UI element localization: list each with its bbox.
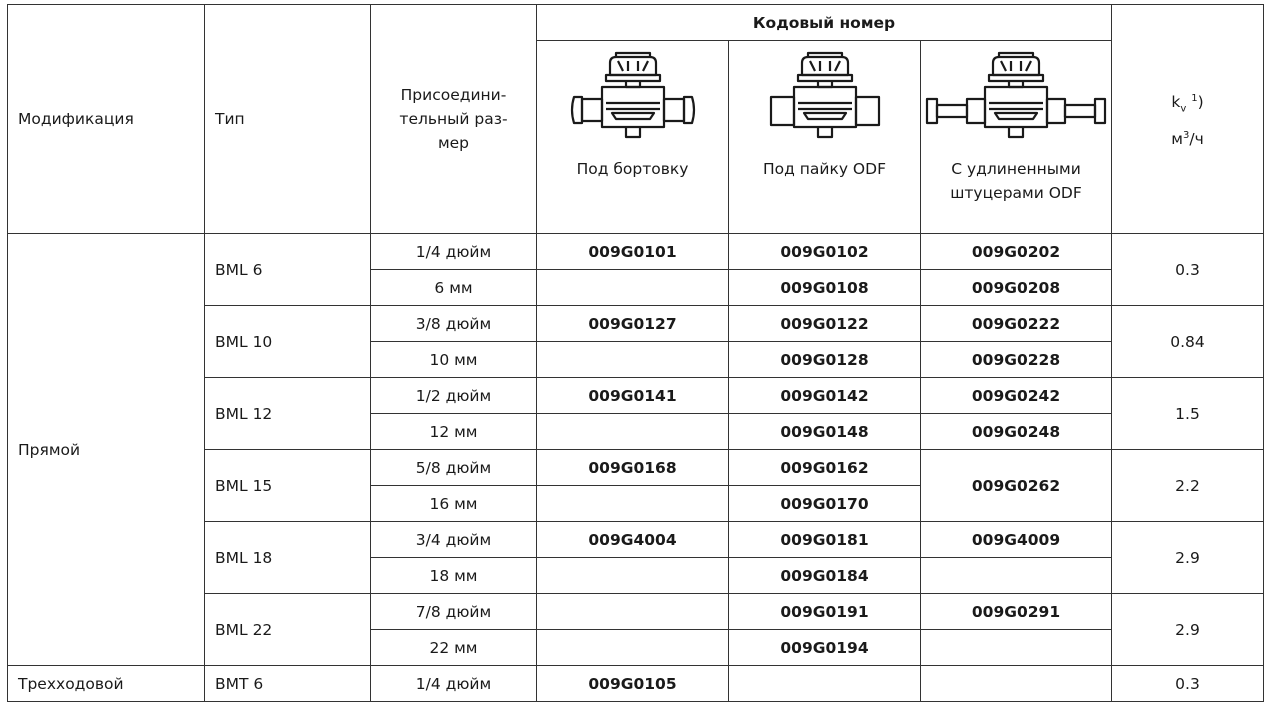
type-cell: BML 22 [205,594,371,666]
kv-cell: 0.84 [1112,306,1264,378]
code-extended: 009G0291 [921,594,1112,630]
header-variant-extended [921,41,1112,234]
code-solder: 009G0142 [729,378,921,414]
type-cell: BML 15 [205,450,371,522]
variant-label-flare: Под бортовку [576,160,689,178]
code-flare: 009G0101 [537,234,729,270]
modification-direct: Прямой [8,234,205,666]
size-cell: 12 мм [371,414,537,450]
size-cell: 3/8 дюйм [371,306,537,342]
size-cell: 1/2 дюйм [371,378,537,414]
kv-symbol: k [1171,93,1181,112]
code-solder: 009G0108 [729,270,921,306]
kv-cell: 1.5 [1112,378,1264,450]
code-solder: 009G0162 [729,450,921,486]
code-solder: 009G0181 [729,522,921,558]
modification-three-way: Трехходовой [8,666,205,702]
size-cell: 6 мм [371,270,537,306]
solder-valve-icon [765,51,885,143]
code-solder: 009G0102 [729,234,921,270]
code-solder: 009G0194 [729,630,921,666]
flare-valve-icon [568,51,698,143]
kv-cell: 2.9 [1112,594,1264,666]
header-type: Тип [205,5,371,234]
code-flare [537,270,729,306]
code-flare: 009G0168 [537,450,729,486]
size-cell: 5/8 дюйм [371,450,537,486]
header-modification: Модификация [8,5,205,234]
size-cell: 16 мм [371,486,537,522]
size-cell: 18 мм [371,558,537,594]
valve-code-table [7,4,1264,702]
kv-footnote: 1 [1191,93,1198,105]
code-extended: 009G0222 [921,306,1112,342]
header-variant-flare [537,41,729,234]
code-flare [537,594,729,630]
kv-cell: 0.3 [1112,666,1264,702]
kv-cell: 0.3 [1112,234,1264,306]
kv-cell: 2.2 [1112,450,1264,522]
code-solder [729,666,921,702]
code-extended: 009G0228 [921,342,1112,378]
code-flare: 009G0105 [537,666,729,702]
code-flare [537,486,729,522]
code-flare [537,558,729,594]
kv-unit-rest: /ч [1189,129,1204,148]
type-cell: BML 12 [205,378,371,450]
variant-label-extended: С удлиненными штуцерами ODF [950,160,1082,202]
type-cell: BML 18 [205,522,371,594]
code-solder: 009G0191 [729,594,921,630]
code-extended: 009G4009 [921,522,1112,558]
product-table-wrapper [7,4,1264,702]
variant-label-solder: Под пайку ODF [762,160,886,178]
kv-unit: м [1171,129,1183,148]
kv-unit-sup: 3 [1182,129,1190,141]
code-extended: 009G0208 [921,270,1112,306]
extended-solder-valve-icon [923,51,1109,143]
type-cell: BML 10 [205,306,371,378]
size-cell: 22 мм [371,630,537,666]
size-cell: 1/4 дюйм [371,666,537,702]
code-extended [921,558,1112,594]
header-variant-solder [729,41,921,234]
code-flare: 009G4004 [537,522,729,558]
header-code-number: Кодовый номер [537,5,1112,41]
type-cell: BML 6 [205,234,371,306]
kv-cell: 2.9 [1112,522,1264,594]
header-connection-size: Присоедини- тельный раз- мер [371,5,537,234]
code-solder: 009G0184 [729,558,921,594]
code-extended: 009G0202 [921,234,1112,270]
code-solder: 009G0148 [729,414,921,450]
kv-close: ) [1197,93,1204,112]
code-extended: 009G0248 [921,414,1112,450]
code-flare [537,630,729,666]
header-kv [1112,5,1264,234]
code-solder: 009G0122 [729,306,921,342]
size-cell: 7/8 дюйм [371,594,537,630]
code-extended: 009G0242 [921,378,1112,414]
code-extended [921,666,1112,702]
code-flare: 009G0141 [537,378,729,414]
size-cell: 10 мм [371,342,537,378]
kv-sub: v [1180,103,1187,115]
code-solder: 009G0170 [729,486,921,522]
type-cell: BMT 6 [205,666,371,702]
size-cell: 1/4 дюйм [371,234,537,270]
code-solder: 009G0128 [729,342,921,378]
code-extended [921,630,1112,666]
code-flare [537,414,729,450]
code-flare: 009G0127 [537,306,729,342]
code-extended: 009G0262 [921,450,1112,522]
size-cell: 3/4 дюйм [371,522,537,558]
code-flare [537,342,729,378]
